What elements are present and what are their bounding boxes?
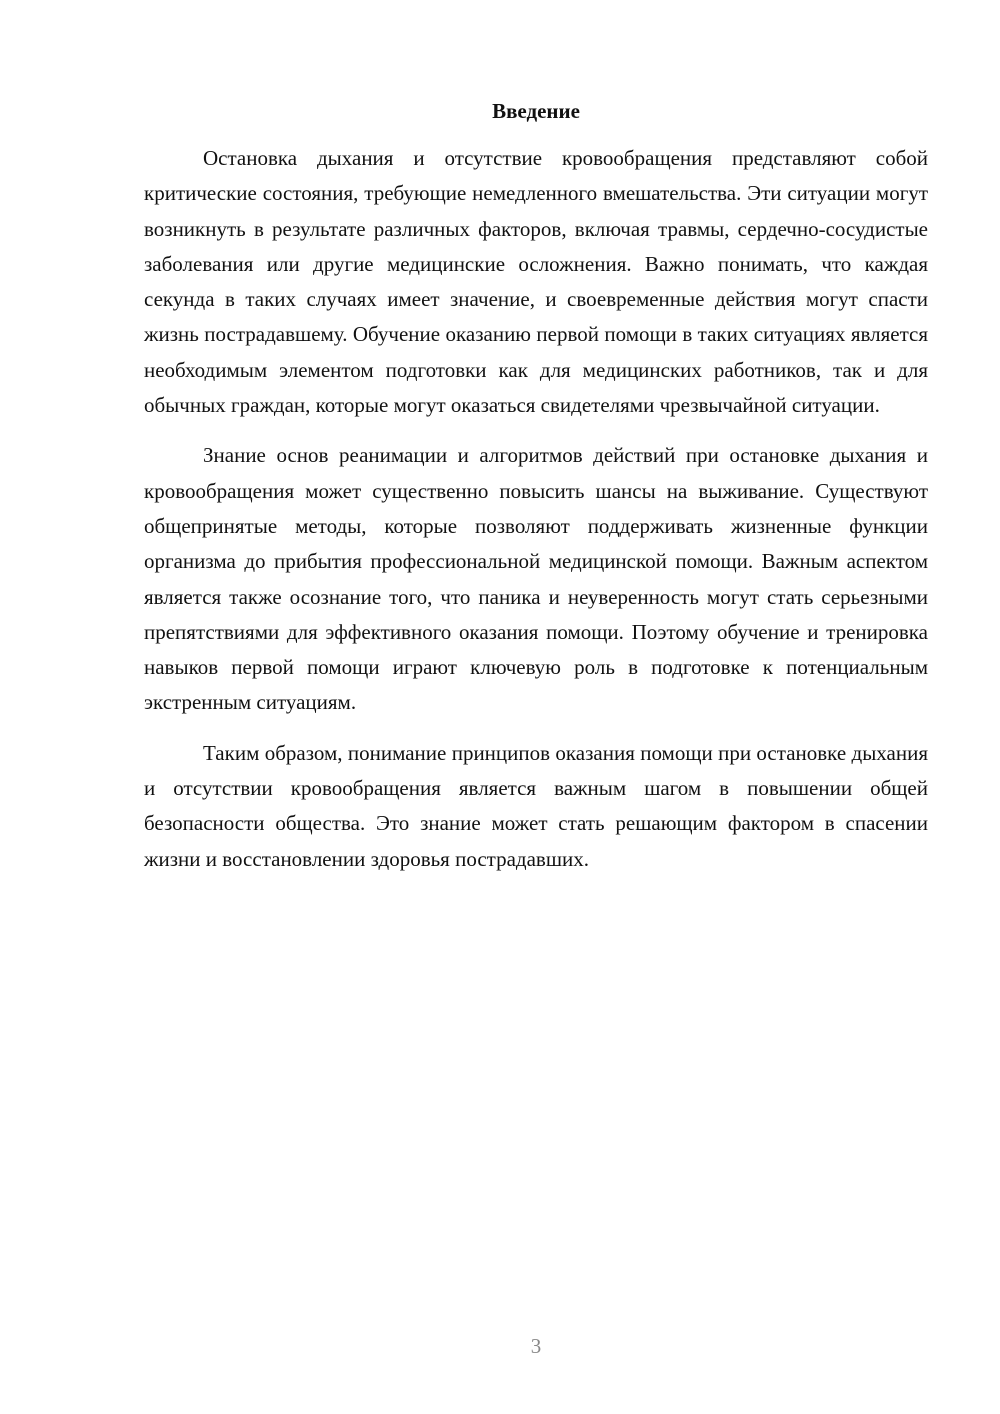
- body-text: [144, 141, 928, 892]
- paragraph-1: Остановка дыхания и отсутствие кровообращения представляют собой критические состояния, требующие немедленного вмешательства. Эти ситуации могут возникнуть в результате различных факторов, включая травмы, сердечно-сосудистые заболевания или другие медицинские осложнения. Важно понимать, что каждая секунда в таких случаях имеет значение, и своевременные действия могут спасти жизнь пострадавшему. Обучение оказанию первой помощи в таких ситуациях является необходимым элементом подготовки как для медицинских работников, так и для обычных граждан, которые могут оказаться свидетелями чрезвычайной ситуации.: [144, 146, 928, 418]
- page-number: 3: [530, 1334, 542, 1358]
- paragraph-2: Знание основ реанимации и алгоритмов действий при остановке дыхания и кровообращения может существенно повысить шансы на выживание. Существуют общепринятые методы, которые позволяют поддерживать жизненные функции организма до прибытия профессиональной медицинской помощи. Важным аспектом является также осознание того, что паника и неуверенность могут стать серьезными препятствиями для эффективного оказания помощи. Поэтому обучение и тренировка навыков первой помощи играют ключевую роль в подготовке к потенциальным экстренным ситуациям.: [144, 443, 928, 715]
- section-heading: Введение: [492, 99, 580, 123]
- paragraph-3: Таким образом, понимание принципов оказания помощи при остановке дыхания и отсутствии кровообращения является важным шагом в повышении общей безопасности общества. Это знание может стать решающим фактором в спасении жизни и восстановлении здоровья пострадавших.: [144, 740, 928, 871]
